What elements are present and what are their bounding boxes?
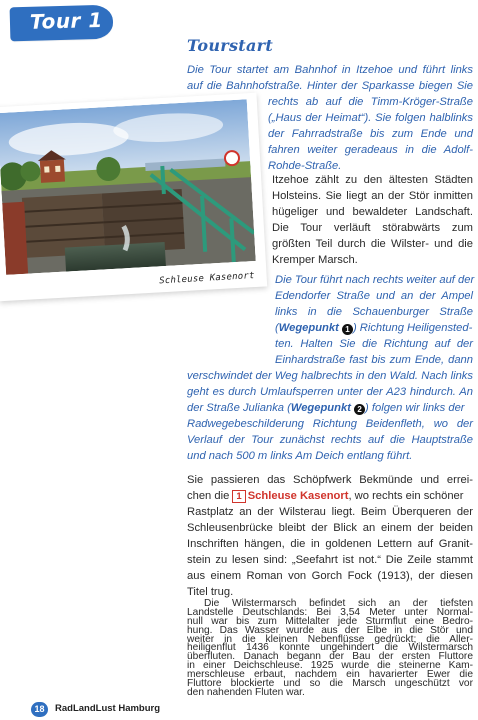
body-line: hung. Das Wasser wurde aus der Elbe in die Stör und <box>187 624 473 636</box>
poi-number-badge: 1 <box>232 490 245 503</box>
route-line: (Wegepunkt 1 ) Richtung Heiligensted- <box>275 322 473 334</box>
route-line: der Straße Julianka (Wegepunkt 2 ) folgen wir links der <box>187 402 465 414</box>
intro-line: fahren weiter geradeaus in die Adolf- <box>268 144 473 156</box>
lock-photo <box>0 99 256 275</box>
section-title: Tourstart <box>187 36 274 55</box>
page-number: 18 <box>31 702 48 717</box>
route-line: und nach 500 m links Am Deich entlang führt. <box>187 450 413 462</box>
body-line: überfluten. Danach begann der Bau der ersten Fluttore <box>187 651 473 663</box>
tour-badge-label: Tour 1 <box>29 7 104 34</box>
body-line: heiligenflut 1436 konnte ungehindert die Wilstermarsch <box>187 642 473 654</box>
route-line: Edendorfer Straße und an der Ampel <box>275 290 473 302</box>
body-line: Die Wilstermarsch befindet sich an der tiefsten <box>204 598 473 609</box>
body-line: Schleusenbrücke bleibt der Blick an einem der beiden <box>187 522 473 534</box>
body-line: Holsteins. Sie liegt an der Stör inmitten <box>272 190 473 202</box>
route-line: ten. Halten Sie die Richtung auf der <box>275 338 473 350</box>
waypoint-2-marker: 2 <box>354 404 365 415</box>
intro-line: der Fahrradstraße bis zum Ende und <box>268 128 473 140</box>
body-line: Itzehoe zählt zu den ältesten Städten <box>272 174 473 186</box>
body-line: chen die 1 Schleuse Kasenort, wo rechts ein schöner <box>187 490 464 502</box>
poi-name: Schleuse Kasenort <box>247 490 349 502</box>
route-line: Die Tour führt nach rechts weiter auf der <box>275 274 475 286</box>
body-line: null war bis zum Mittelalter jede Sturmflut eine Bedro- <box>187 615 473 627</box>
intro-line: Rohde-Straße. <box>268 160 342 172</box>
body-line: in einer Deichschleuse. 1925 wurde die steinerne Kam- <box>187 660 473 672</box>
body-line: weiter in die kleinen Nebenflüsse gedrückt; die Aller- <box>187 633 473 645</box>
body-line: Inschriften hängen, die in goldenen Lettern auf Granit- <box>187 538 473 550</box>
body-line: den nahenden Fluten war. <box>187 686 305 698</box>
route-line: links in die Schauenburger Straße <box>275 306 473 318</box>
route-line: Verlauf der Tour zunächst rechts auf die Hauptstraße <box>187 434 473 446</box>
body-line: Rastplatz an der Wilsterau liegt. Beim Überqueren der <box>187 506 473 518</box>
body-line: hügeliger und bewaldeter Landschaft. <box>272 206 473 218</box>
intro-line: rechts ab auf die Timm-Kröger-Straße <box>268 96 473 108</box>
waypoint-label: Wegepunkt <box>290 402 351 414</box>
route-line: Radwegebeschilderung Richtung Beidenfleth, wo der <box>187 418 473 430</box>
lock-photo-illustration <box>0 99 256 275</box>
photo-caption: Schleuse Kasenort <box>158 271 255 287</box>
route-line: geht es durch Umlaufsperren unter der A23 hindurch. An <box>187 386 473 398</box>
body-line: merschleuse erbaut, nachdem ein havarierter Ewer die <box>187 668 473 680</box>
body-line: größten Teil durch die Wilster- und die <box>272 238 473 250</box>
photo-frame <box>0 93 267 302</box>
tour-badge <box>10 5 114 42</box>
route-line: Einhardstraße fast bis zum Ende, dann <box>275 354 473 366</box>
waypoint-label: Wegepunkt <box>278 322 339 334</box>
body-line: Titel trug. <box>187 586 234 598</box>
publication-name: RadLandLust Hamburg <box>55 703 161 714</box>
waypoint-1-marker: 1 <box>342 324 353 335</box>
intro-line: („Haus der Heimat“). Sie folgen halblinks <box>268 112 473 124</box>
body-line: aus einem Roman von Gorch Fock (1913), der diesen <box>187 570 473 582</box>
body-line: Sie passieren das Schöpfwerk Bekmünde und errei- <box>187 474 473 486</box>
route-line: verschwindet der Weg halbrechts in den Wald. Nach links <box>187 370 473 382</box>
intro-line: auf die Bahnhofstraße. Hinter der Sparkasse biegen Sie <box>187 80 473 92</box>
body-line: Die Tour verläuft störabwärts zum <box>272 222 473 234</box>
intro-line: Die Tour startet am Bahnhof in Itzehoe und führt links <box>187 64 473 76</box>
body-line: Fluttore blockierte und so die Marsch ungeschützt vor <box>187 677 473 689</box>
body-line: Kremper Marsch. <box>272 254 358 266</box>
body-line: Landstelle Deutschlands: Bei 3,54 Meter unter Normal- <box>187 606 473 618</box>
body-line: stein zu lesen sind: „Seefahrt ist not.“ Die Zeile stammt <box>187 554 473 566</box>
